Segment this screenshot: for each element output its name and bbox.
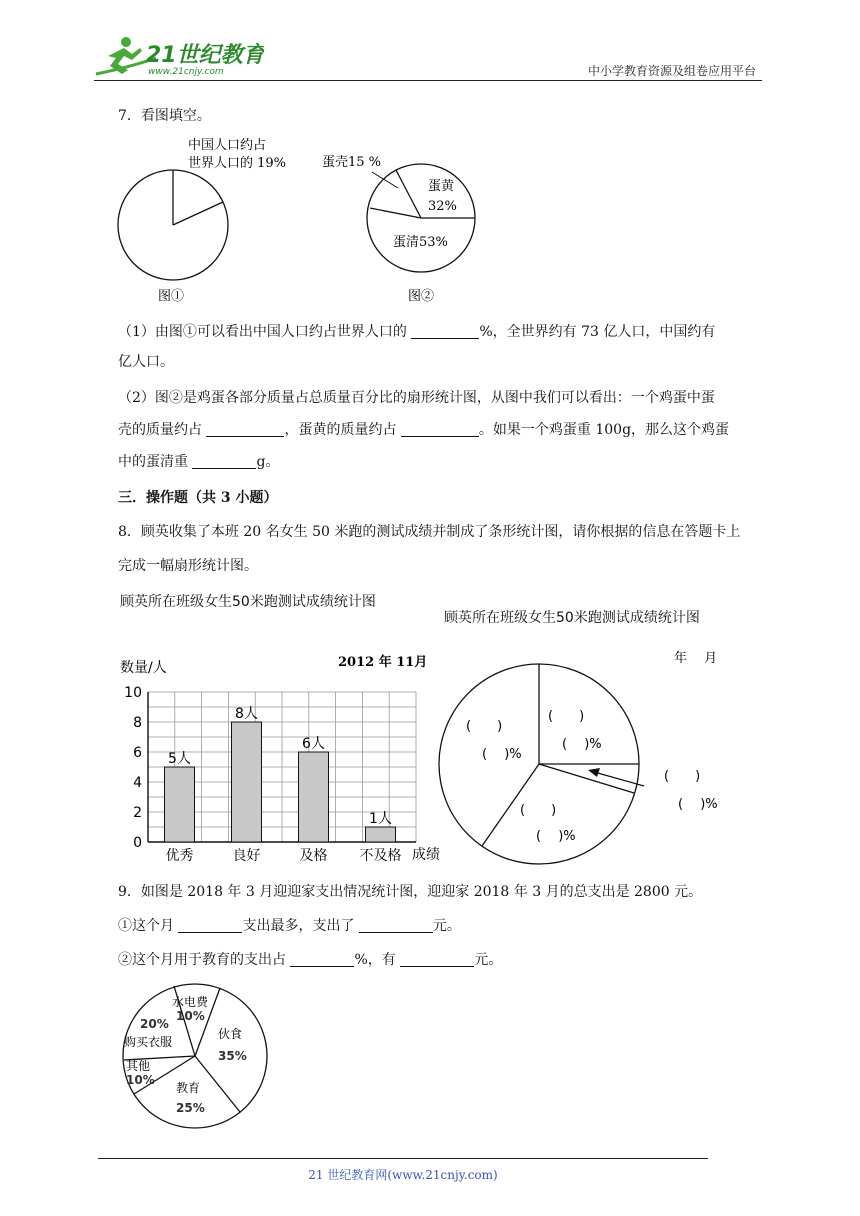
pie-blank-2b: ( )% — [562, 737, 602, 752]
fig2-shell-label: 蛋壳15 % — [322, 155, 382, 170]
y-tick-label: 4 — [133, 775, 142, 791]
fig1-caption: 图① — [158, 289, 185, 304]
pie-blank-3a: ( ) — [520, 803, 557, 818]
bar-chart-title: 顾英所在班级女生50米跑测试成绩统计图 — [120, 594, 376, 610]
bar-不及格 — [366, 827, 396, 842]
q7-title: 7．看图填空。 — [118, 108, 211, 124]
q9-blank-most-amount[interactable] — [359, 918, 433, 933]
footer-divider — [98, 1158, 708, 1159]
fig2-yolk-pct: 32% — [428, 199, 457, 214]
x-category-label: 良好 — [232, 848, 261, 864]
q7-part2-line1: （2）图②是鸡蛋各部分质量占总质量百分比的扇形统计图，从图中我们可以看出：一个鸡蛋中蛋 — [118, 390, 715, 406]
bar-及格 — [299, 752, 329, 842]
bar-chart-y-ticks — [124, 685, 142, 851]
q9-blank-most[interactable] — [178, 918, 242, 933]
bar-chart-bars — [165, 706, 396, 842]
q8-line1: 8．顾英收集了本班 20 名女生 50 米跑的测试成绩并制成了条形统计图，请你根据的信息在答题卡上 — [118, 524, 741, 540]
q7-part1-line2: 亿人口。 — [118, 354, 174, 370]
q8-bar-chart — [110, 586, 450, 866]
bar-chart-ylabel: 数量/人 — [120, 660, 167, 676]
bar-data-label: 5人 — [168, 751, 191, 767]
q7-part1-line1: （1）由图①可以看出中国人口约占世界人口的 %，全世界约有 73 亿人口，中国约有 — [118, 324, 716, 340]
pie-blank-1b: ( )% — [482, 747, 522, 762]
fig1-label-line2: 世界人口的 19% — [188, 156, 287, 171]
fig2-yolk-label: 蛋黄 — [428, 179, 455, 194]
bar-chart-subtitle: 2012 年 11月 — [338, 655, 428, 670]
fig1-label-line1: 中国人口约占 — [188, 138, 267, 153]
bar-data-label: 6人 — [302, 736, 325, 752]
q9-blank-edu-amount[interactable] — [400, 952, 474, 967]
pie-blank-2a: ( ) — [548, 709, 585, 724]
q7-blank-yolk[interactable] — [401, 422, 479, 437]
pie-arrow-icon — [588, 768, 644, 786]
q7-blank-white[interactable] — [192, 454, 256, 469]
pie-chart-title: 顾英所在班级女生50米跑测试成绩统计图 — [444, 610, 700, 626]
pie-cloth-pct: 20% — [140, 1017, 169, 1031]
pie-blank-4a: ( ) — [664, 769, 701, 784]
q9-blank-edu-percent[interactable] — [290, 952, 354, 967]
x-category-label: 不及格 — [359, 848, 402, 864]
q7-part2-line3: 中的蛋清重 g。 — [118, 454, 280, 470]
header-platform-name: 中小学教育资源及组卷应用平台 — [587, 64, 756, 78]
fig2-pie — [367, 164, 475, 272]
bar-data-label: 8人 — [235, 706, 258, 722]
y-tick-label: 2 — [133, 805, 142, 821]
q8-line2: 完成一幅扇形统计图。 — [118, 558, 258, 574]
q7-blank-china-percent[interactable] — [411, 324, 479, 339]
q7-figures — [110, 130, 510, 310]
bar-chart-xlabel: 成绩 — [412, 847, 440, 863]
q9-line3: ②这个月用于教育的支出占 %，有 元。 — [118, 952, 503, 968]
site-logo — [94, 34, 264, 78]
pie-water-label: 水电费 — [172, 995, 209, 1009]
q9-expense-pie — [112, 978, 282, 1138]
pie-edu-label: 教育 — [176, 1081, 201, 1095]
pie-edu-pct: 25% — [176, 1101, 205, 1115]
x-category-label: 及格 — [299, 848, 328, 864]
q9-line2: ①这个月 支出最多，支出了 元。 — [118, 918, 461, 934]
pie-food-label: 伙食 — [218, 1027, 243, 1041]
q7-blank-shell[interactable] — [206, 422, 284, 437]
fig1-pie — [118, 170, 228, 280]
bar-良好 — [232, 722, 262, 842]
logo-text: 21世纪教育 — [146, 43, 264, 68]
footer-site: 21 世纪教育网(www.21cnjy.com) — [308, 1168, 498, 1182]
q7-part2-line2: 壳的质量约占 ，蛋黄的质量约占 。如果一个鸡蛋重 100g，那么这个鸡蛋 — [118, 422, 730, 438]
bar-chart-categories — [166, 847, 402, 864]
pie-other-label: 其他 — [126, 1059, 151, 1073]
pie-other-pct: 10% — [126, 1073, 155, 1087]
logo-url: www.21cnjy.com — [148, 67, 224, 77]
pie-blank-1a: ( ) — [466, 719, 503, 734]
pie-blank-4b: ( )% — [678, 797, 718, 812]
header-divider — [94, 80, 762, 81]
y-tick-label: 10 — [124, 685, 142, 701]
pie-food-pct: 35% — [218, 1049, 247, 1063]
y-tick-label: 8 — [133, 715, 142, 731]
bar-data-label: 1人 — [369, 811, 392, 827]
pie-blank-3b: ( )% — [536, 829, 576, 844]
q9-line1: 9．如图是 2018 年 3 月迎迎家支出情况统计图，迎迎家 2018 年 3 月的总支出是 2800 元。 — [118, 884, 703, 900]
fig2-white-label: 蛋清53% — [393, 235, 448, 250]
pie-chart-date: 年 月 — [674, 651, 718, 666]
pie-cloth-label: 购买衣服 — [124, 1035, 173, 1049]
pie-water-pct: 10% — [176, 1009, 205, 1023]
y-tick-label: 6 — [133, 745, 142, 761]
q8-blank-pie — [434, 600, 764, 870]
y-tick-label: 0 — [133, 835, 142, 851]
x-category-label: 优秀 — [165, 848, 194, 864]
fig2-caption: 图② — [408, 289, 435, 304]
section-3-heading: 三．操作题（共 3 小题） — [118, 490, 278, 506]
bar-优秀 — [165, 767, 195, 842]
